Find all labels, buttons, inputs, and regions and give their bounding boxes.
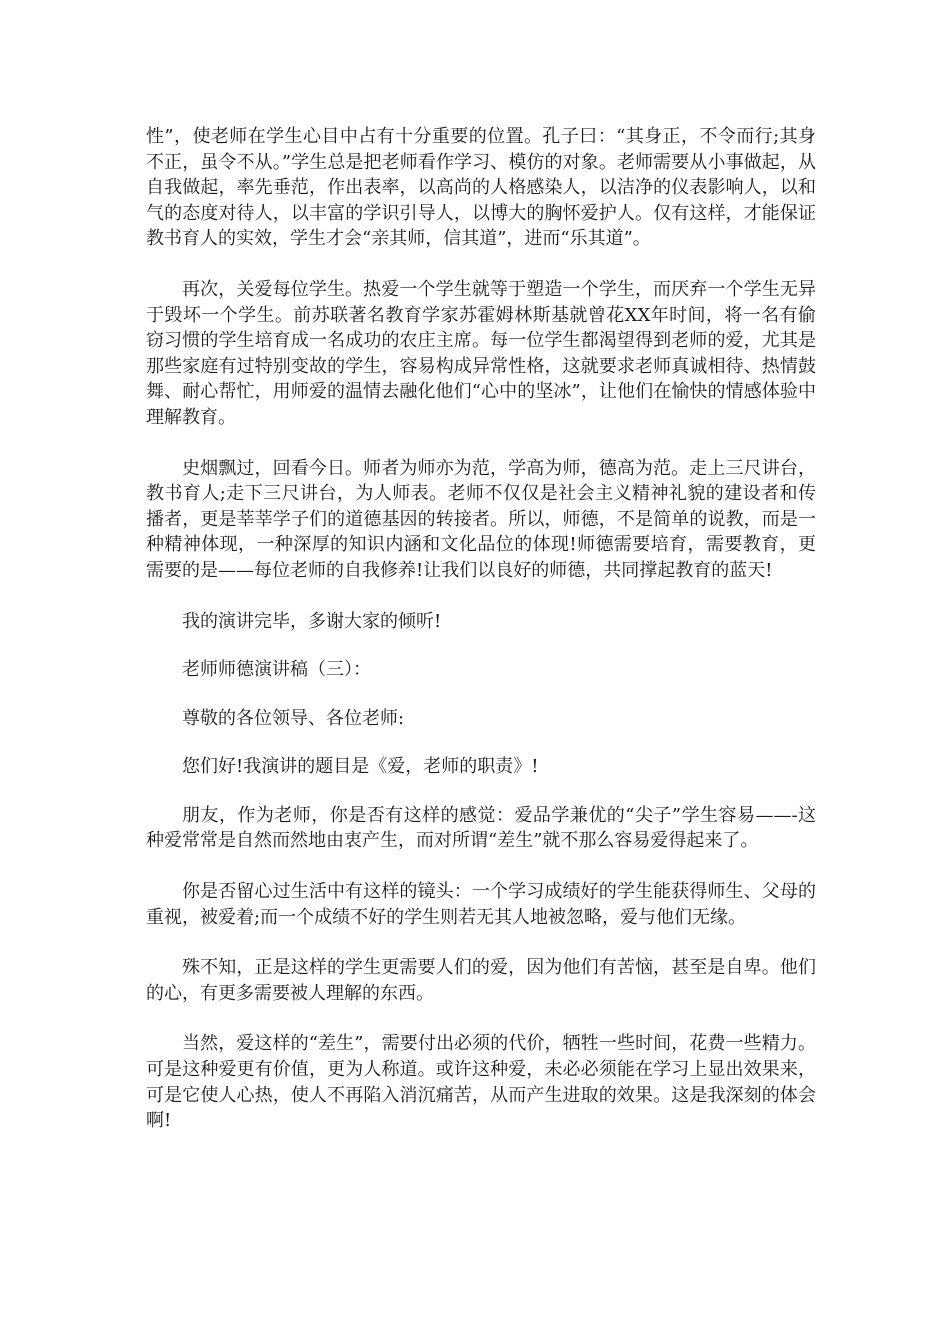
paragraph: 史烟飘过，回看今日。师者为师亦为范，学高为师，德高为范。走上三尺讲台，教书育人;走下三尺讲台，为人师表。老师不仅仅是社会主义精神礼貌的建设者和传播者，更是莘莘学子们的道德基因的转接者。所以，师德，不是简单的说教，而是一种精神体现，一种深厚的知识内涵和文化品位的体现!师德需要培育，需要教育，更需要的是——每位老师的自我修养!让我们以良好的师德，共同撑起教育的蓝天!	[146, 457, 816, 581]
paragraph: 殊不知，正是这样的学生更需要人们的爱，因为他们有苦恼，甚至是自卑。他们的心，有更多需要被人理解的东西。	[146, 957, 816, 1004]
paragraph: 朋友，作为老师，你是否有这样的感觉：爱品学兼优的“尖子”学生容易——-这种爱常常是自然而然地由衷产生，而对所谓“差生”就不那么容易爱得起来了。	[146, 804, 816, 852]
paragraph: 再次，关爱每位学生。热爱一个学生就等于塑造一个学生，而厌弃一个学生无异于毁坏一个学生。前苏联著名教育学家苏霍姆林斯基就曾花XX年时间，将一名有偷窃习惯的学生培育成一名成功的农庄主席。每一位学生都渴望得到老师的爱，尤其是那些家庭有过特别变故的学生，容易构成异常性格，这就要求老师真诚相待、热情鼓舞、耐心帮忙，用师爱的温情去融化他们“心中的坚冰”，让他们在愉快的情感体验中理解教育。	[146, 278, 816, 428]
closing-line: 我的演讲完毕，多谢大家的倾听!	[182, 610, 442, 632]
greeting-line: 您们好!我演讲的题目是《爱，老师的职责》!	[182, 756, 539, 778]
salutation: 尊敬的各位领导、各位老师:	[182, 707, 405, 729]
paragraph: 你是否留心过生活中有这样的镜头：一个学习成绩好的学生能获得师生、父母的重视，被爱着;而一个成绩不好的学生则若无其人地被忽略，爱与他们无缘。	[146, 881, 816, 928]
document-page	[146, 124, 816, 1159]
speech-title: 老师师德演讲稿（三）：	[182, 659, 371, 681]
paragraph: 当然，爱这样的“差生”，需要付出必须的代价，牺牲一些时间，花费一些精力。可是这种爱更有价值，更为人称道。或许这种爱，未必必须能在学习上显出效果来，可是它使人心热，使人不再陷入消沉痛苦，从而产生进取的效果。这是我深刻的体会啊!	[146, 1033, 816, 1132]
paragraph-continued: 性”，使老师在学生心目中占有十分重要的位置。孔子曰：“其身正，不令而行;其身不正，虽令不从。”学生总是把老师看作学习、模仿的对象。老师需要从小事做起，从自我做起，率先垂范，作出表率，以高尚的人格感染人，以洁净的仪表影响人，以和气的态度对待人，以丰富的学识引导人，以博大的胸怀爱护人。仅有这样，才能保证教书育人的实效，学生才会“亲其师，信其道”，进而“乐其道”。	[146, 126, 816, 250]
